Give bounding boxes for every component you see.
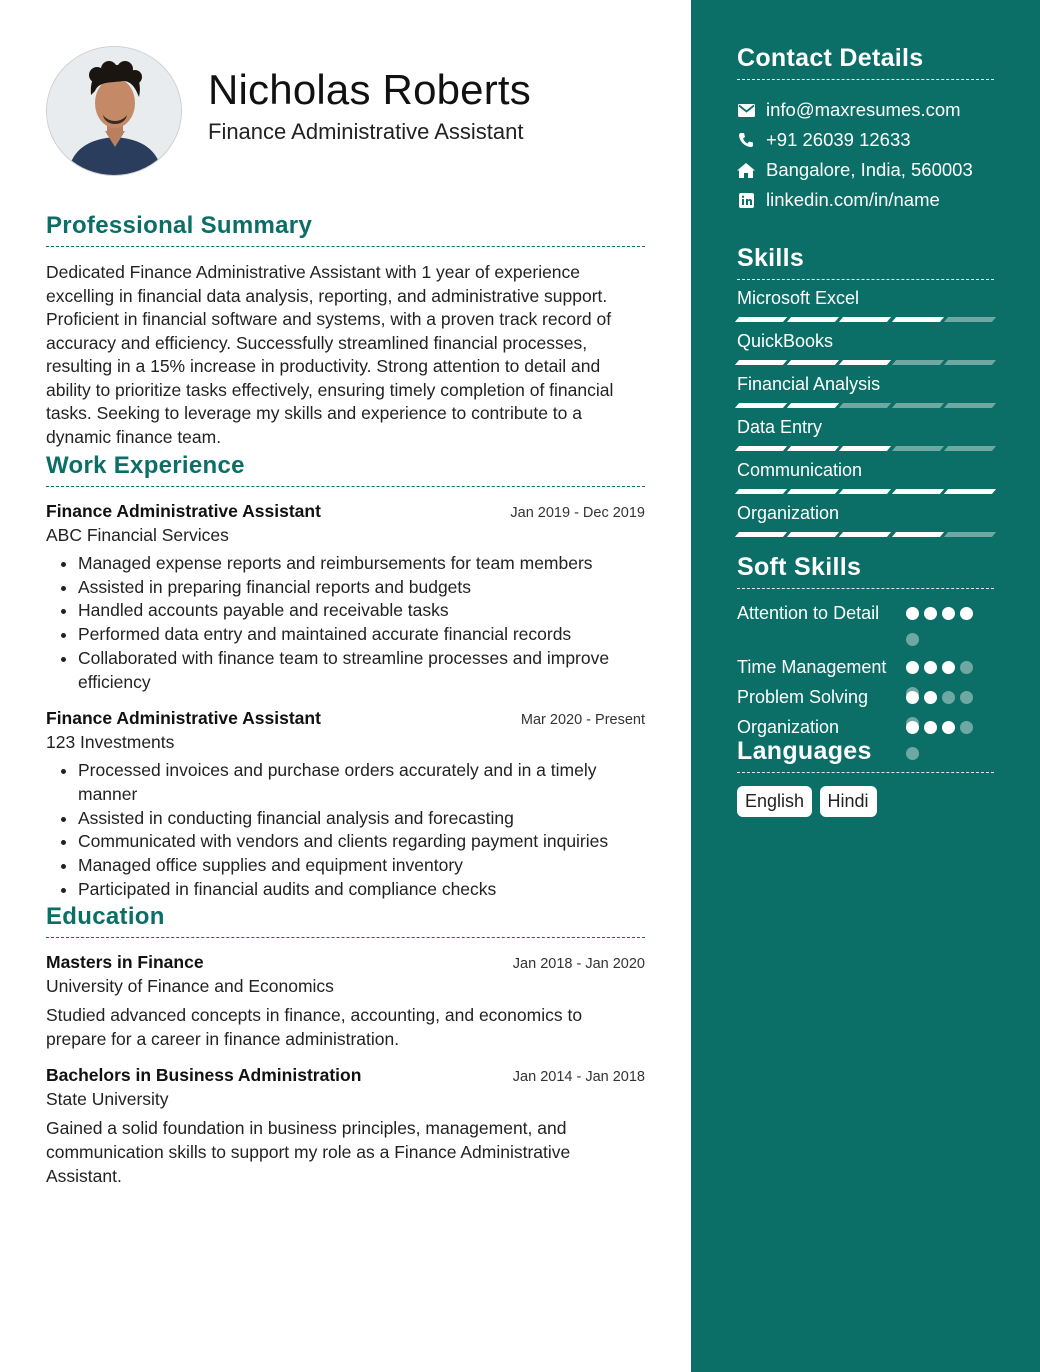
skill-bar-empty	[944, 446, 996, 451]
skill-item	[737, 417, 994, 460]
candidate-name: Nicholas Roberts	[208, 66, 531, 113]
skill-name: QuickBooks	[737, 331, 834, 351]
job-title: Finance Administrative Assistant	[46, 708, 321, 729]
skill-bar-empty	[944, 360, 996, 365]
job-date: Mar 2020 - Present	[520, 712, 645, 729]
skill-item	[737, 331, 994, 374]
soft-skill-name: Time Management	[737, 657, 887, 677]
profile-photo	[47, 47, 182, 176]
skill-bar-filled	[839, 532, 891, 537]
email-text: info@maxresumes.com	[766, 99, 961, 120]
skill-bar-filled	[839, 446, 891, 451]
rating-dot-filled	[942, 607, 955, 620]
skill-item	[737, 288, 994, 331]
soft-skill-item	[737, 655, 994, 685]
experience-section	[46, 452, 645, 901]
skill-level-bar	[737, 489, 994, 494]
skill-bar-filled	[944, 489, 996, 494]
skill-name: Communication	[737, 460, 863, 480]
skill-bar-filled	[787, 403, 839, 408]
list-item: • Processed invoices and purchase orders accurately and in a timely manner	[78, 759, 645, 806]
contact-email[interactable]	[737, 95, 994, 125]
degree-title: Masters in Finance	[46, 952, 204, 973]
contact-linkedin[interactable]	[737, 185, 994, 215]
rating-dot-filled	[924, 691, 937, 704]
avatar	[46, 46, 182, 176]
soft-skill-item	[737, 685, 994, 715]
skill-bar-empty	[839, 403, 891, 408]
soft-skill-rating	[906, 721, 982, 773]
skill-bar-filled	[787, 360, 839, 365]
job-bullets	[46, 552, 645, 694]
soft-skills-section	[737, 553, 994, 745]
skill-bar-filled	[839, 489, 891, 494]
contact-address	[737, 155, 994, 185]
home-icon	[737, 161, 755, 179]
skill-name: Organization	[737, 503, 840, 523]
soft-skill-item	[737, 715, 994, 745]
education-entry	[46, 1065, 645, 1188]
section-heading: Contact Details	[737, 44, 994, 80]
resume-header	[46, 0, 645, 200]
skills-list	[737, 288, 994, 546]
list-item: • Performed data entry and maintained accurate financial records	[78, 623, 645, 647]
education-description: Studied advanced concepts in finance, accounting, and economics to prepare for a career in finance administration.	[46, 1005, 583, 1050]
skill-bar-filled	[735, 446, 787, 451]
phone-text: +91 26039 12633	[766, 129, 911, 150]
rating-dot-filled	[942, 661, 955, 674]
job-date: Jan 2019 - Dec 2019	[510, 505, 645, 521]
rating-dot-empty	[906, 747, 919, 760]
rating-dot-empty	[960, 691, 973, 704]
skill-bar-filled	[735, 532, 787, 537]
list-item: • Handled accounts payable and receivable tasks	[78, 599, 645, 623]
rating-dot-filled	[924, 607, 937, 620]
rating-dot-filled	[906, 691, 919, 704]
soft-skill-name: Attention to Detail	[737, 603, 880, 623]
job-bullets	[46, 759, 645, 901]
rating-dot-filled	[906, 661, 919, 674]
skill-bar-filled	[735, 403, 787, 408]
degree-title: Bachelors in Business Administration	[46, 1065, 362, 1086]
school-name: State University	[46, 1089, 169, 1110]
skills-section	[737, 244, 994, 546]
sidebar	[691, 0, 1040, 1372]
company-name: 123 Investments	[46, 732, 175, 753]
list-item: • Managed expense reports and reimbursements for team members	[78, 552, 645, 576]
section-heading: Education	[46, 903, 645, 938]
rating-dot-empty	[906, 633, 919, 646]
skill-level-bar	[737, 446, 994, 451]
section-heading: Skills	[737, 244, 994, 280]
contact-section	[737, 44, 994, 215]
skill-item	[737, 374, 994, 417]
list-item: • Assisted in preparing financial reports and budgets	[78, 576, 645, 600]
section-heading: Work Experience	[46, 452, 645, 487]
skill-bar-filled	[787, 317, 839, 322]
job-entry	[46, 501, 645, 694]
skill-bar-empty	[892, 403, 944, 408]
soft-skills-list	[737, 601, 994, 745]
contact-phone[interactable]	[737, 125, 994, 155]
linkedin-icon	[737, 191, 755, 209]
skill-bar-filled	[735, 489, 787, 494]
skill-bar-filled	[892, 489, 944, 494]
skill-level-bar	[737, 360, 994, 365]
section-heading: Languages	[737, 737, 994, 773]
skill-bar-filled	[735, 317, 787, 322]
skill-bar-filled	[735, 360, 787, 365]
address-text: Bangalore, India, 560003	[766, 159, 973, 180]
rating-dot-empty	[960, 661, 973, 674]
skill-bar-filled	[787, 489, 839, 494]
rating-dot-filled	[960, 607, 973, 620]
education-section	[46, 903, 645, 1188]
skill-level-bar	[737, 403, 994, 408]
job-entry	[46, 708, 645, 901]
skill-item	[737, 503, 994, 546]
candidate-title: Finance Administrative Assistant	[208, 119, 524, 144]
rating-dot-empty	[942, 691, 955, 704]
skill-bar-filled	[787, 446, 839, 451]
section-heading: Soft Skills	[737, 553, 994, 589]
rating-dot-filled	[906, 721, 919, 734]
skill-bar-empty	[944, 403, 996, 408]
section-heading: Professional Summary	[46, 212, 645, 247]
company-name: ABC Financial Services	[46, 525, 229, 545]
skill-bar-filled	[892, 532, 944, 537]
skill-bar-empty	[892, 360, 944, 365]
list-item: • Communicated with vendors and clients regarding payment inquiries	[78, 830, 645, 854]
education-date: Jan 2014 - Jan 2018	[512, 1069, 645, 1086]
education-date: Jan 2018 - Jan 2020	[512, 956, 645, 973]
skill-bar-filled	[839, 360, 891, 365]
skill-bar-empty	[944, 532, 996, 537]
skill-bar-filled	[787, 532, 839, 537]
skill-item	[737, 460, 994, 503]
skill-name: Microsoft Excel	[737, 288, 860, 308]
list-item: • Collaborated with finance team to streamline processes and improve efficiency	[78, 647, 645, 694]
rating-dot-filled	[906, 607, 919, 620]
linkedin-text: linkedin.com/in/name	[766, 189, 940, 210]
rating-dot-filled	[942, 721, 955, 734]
education-description: Gained a solid foundation in business principles, management, and communication skills to support my role as a Finance Administrative Assistant.	[46, 1118, 571, 1187]
list-item: • Participated in financial audits and compliance checks	[78, 878, 645, 902]
rating-dot-empty	[960, 721, 973, 734]
skill-bar-empty	[892, 446, 944, 451]
soft-skill-name: Problem Solving	[737, 687, 869, 707]
soft-skill-item	[737, 601, 994, 655]
language-badge: Hindi	[820, 786, 877, 817]
school-name: University of Finance and Economics	[46, 976, 334, 997]
skill-bar-empty	[944, 317, 996, 322]
rating-dot-filled	[924, 661, 937, 674]
skill-level-bar	[737, 317, 994, 322]
summary-text: Dedicated Finance Administrative Assistant with 1 year of experience excelling in financial data analysis, reporting, and administrative support. Proficient in financial software and systems, with a proven track record of accuracy and efficiency. Successfully streamlined financial processes, resulting in a 15% increase in productivity. Strong attention to detail and ability to prioritize tasks effectively, ensuring timely completion of financial tasks. Seeking to leverage my skills and experience to contribute to a dynamic finance team.	[46, 262, 614, 447]
language-badge: English	[737, 786, 812, 817]
summary-section	[46, 212, 645, 449]
list-item: • Managed office supplies and equipment inventory	[78, 854, 645, 878]
skill-level-bar	[737, 532, 994, 537]
skill-bar-filled	[892, 317, 944, 322]
list-item: • Assisted in conducting financial analysis and forecasting	[78, 807, 645, 831]
skill-bar-filled	[839, 317, 891, 322]
envelope-icon	[737, 101, 755, 119]
skill-name: Data Entry	[737, 417, 823, 437]
phone-icon	[737, 131, 755, 149]
rating-dot-filled	[924, 721, 937, 734]
soft-skill-rating	[906, 607, 982, 659]
education-entry	[46, 952, 645, 1051]
skill-name: Financial Analysis	[737, 374, 881, 394]
job-title: Finance Administrative Assistant	[46, 501, 321, 521]
soft-skill-name: Organization	[737, 717, 840, 737]
